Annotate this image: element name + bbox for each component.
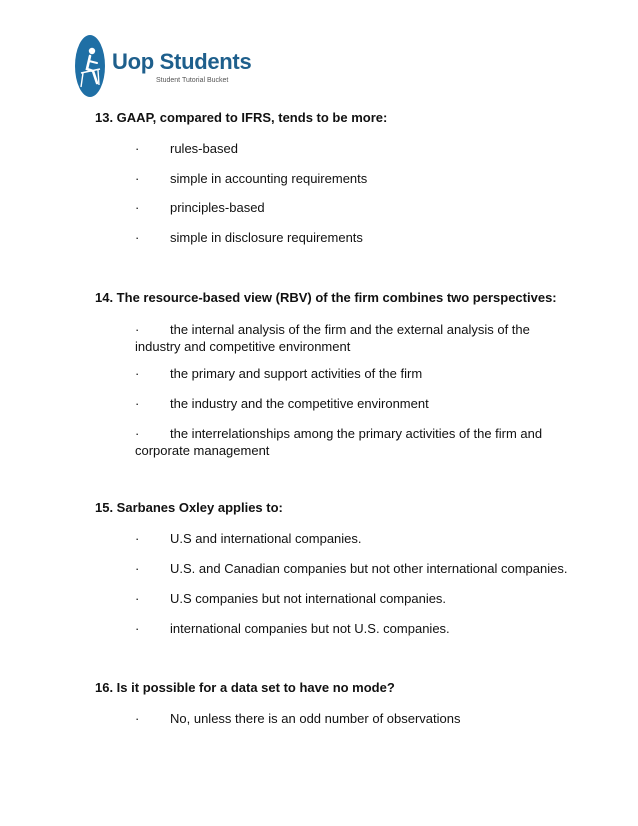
- option-13-a: rules-based: [170, 141, 238, 156]
- option-14-b: the primary and support activities of the firm: [170, 366, 423, 381]
- option-13-c: principles-based: [170, 200, 265, 215]
- option-14-d-line1: the interrelationships among the primary activities of the firm and: [170, 426, 543, 441]
- bullet: ·: [135, 200, 140, 215]
- student-at-desk-icon: [72, 33, 108, 99]
- option-13-d: simple in disclosure requirements: [170, 230, 363, 245]
- question-15: 15. Sarbanes Oxley applies to:: [95, 500, 283, 515]
- option-15-a: U.S and international companies.: [170, 531, 362, 546]
- bullet: ·: [135, 591, 140, 606]
- question-14: 14. The resource-based view (RBV) of the firm combines two perspectives:: [95, 290, 557, 305]
- question-16: 16. Is it possible for a data set to have no mode?: [95, 680, 395, 695]
- bullet: ·: [135, 230, 140, 245]
- bullet: ·: [135, 426, 140, 441]
- option-15-c: U.S companies but not international companies.: [170, 591, 447, 606]
- bullet: ·: [135, 711, 140, 726]
- bullet: ·: [135, 366, 140, 381]
- option-16-a: No, unless there is an odd number of observations: [170, 711, 461, 726]
- option-14-a-line1: the internal analysis of the firm and the external analysis of the: [170, 322, 530, 337]
- bullet: ·: [135, 396, 140, 411]
- brand-name: Uop Students: [112, 49, 252, 74]
- option-14-d-line2: corporate management: [135, 443, 270, 458]
- brand-tagline: Student Tutorial Bucket: [156, 77, 229, 84]
- question-13: 13. GAAP, compared to IFRS, tends to be more:: [95, 110, 388, 125]
- option-13-b: simple in accounting requirements: [170, 171, 368, 186]
- uop-students-logo: [72, 33, 252, 105]
- bullet: ·: [135, 322, 140, 337]
- bullet: ·: [135, 621, 140, 636]
- bullet: ·: [135, 531, 140, 546]
- option-15-d: international companies but not U.S. companies.: [170, 621, 450, 636]
- option-14-a-line2: industry and competitive environment: [135, 339, 351, 354]
- bullet: ·: [135, 141, 140, 156]
- option-14-c: the industry and the competitive environment: [170, 396, 429, 411]
- option-15-b: U.S. and Canadian companies but not other international companies.: [170, 561, 568, 576]
- bullet: ·: [135, 561, 140, 576]
- bullet: ·: [135, 171, 140, 186]
